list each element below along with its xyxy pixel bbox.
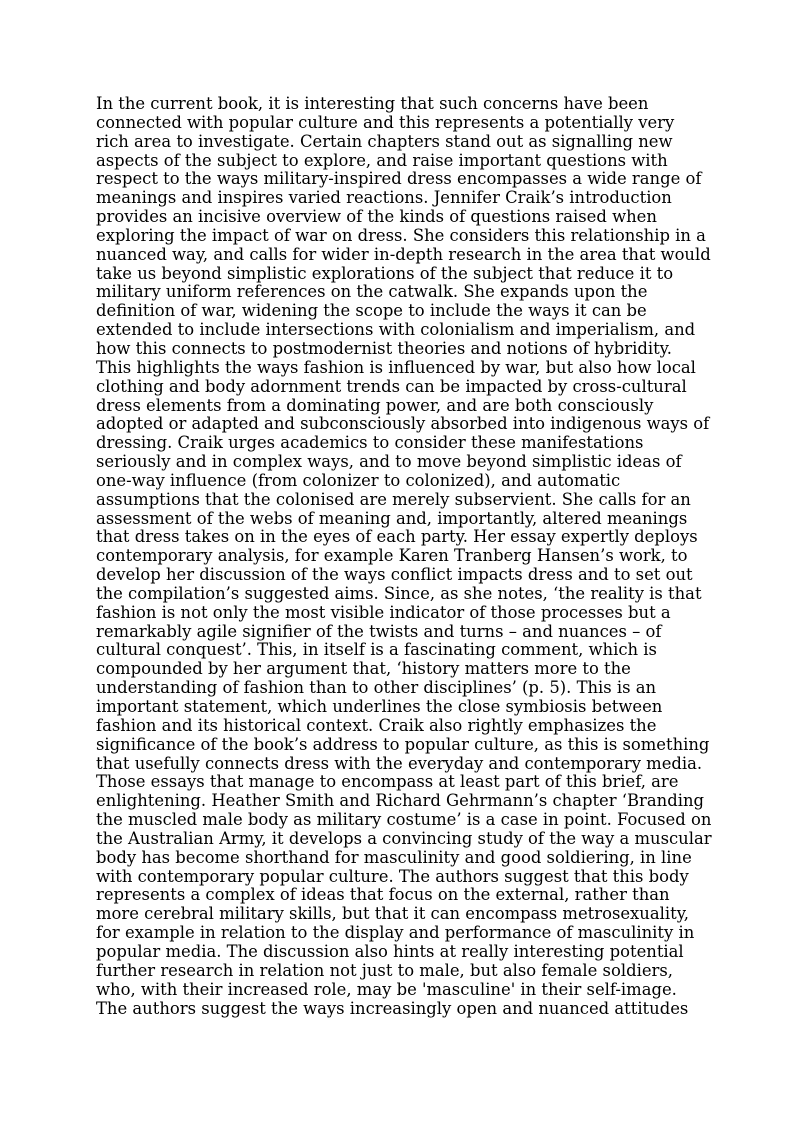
text-line: remarkably agile signifier of the twists and turns – and nuances – of <box>96 621 662 641</box>
text-line: This highlights the ways fashion is influenced by war, but also how local <box>96 357 696 377</box>
text-line: dressing. Craik urges academics to consider these manifestations <box>96 433 644 453</box>
text-line: who, with their increased role, may be 'masculine' in their self-image. <box>96 979 677 999</box>
text-line: understanding of fashion than to other disciplines’ (p. 5). This is an <box>96 678 657 698</box>
text-line: body has become shorthand for masculinity and good soldiering, in line <box>96 847 692 867</box>
text-line: one-way influence (from colonizer to colonized), and automatic <box>96 470 621 490</box>
text-line: for example in relation to the display and performance of masculinity in <box>96 923 695 943</box>
text-line: definition of war, widening the scope to include the ways it can be <box>96 301 647 321</box>
text-line: contemporary analysis, for example Karen Tranberg Hansen’s work, to <box>96 546 688 566</box>
text-line: rich area to investigate. Certain chapters stand out as signalling new <box>96 131 673 151</box>
text-line: military uniform references on the catwalk. She expands upon the <box>96 282 648 302</box>
text-line: that dress takes on in the eyes of each party. Her essay expertly deploys <box>96 527 698 547</box>
text-line: nuanced way, and calls for wider in-depth research in the area that would <box>96 244 711 264</box>
text-line: exploring the impact of war on dress. She considers this relationship in a <box>96 225 706 245</box>
text-line: the compilation’s suggested aims. Since, as she notes, ‘the reality is that <box>96 583 702 603</box>
text-line: represents a complex of ideas that focus on the external, rather than <box>96 885 670 905</box>
text-line: fashion and its historical context. Craik also rightly emphasizes the <box>96 715 657 735</box>
text-line: that usefully connects dress with the everyday and contemporary media. <box>96 753 703 773</box>
text-line: compounded by her argument that, ‘history matters more to the <box>96 659 631 679</box>
text-line: meanings and inspires varied reactions. Jennifer Craik’s introduction <box>96 188 672 208</box>
text-line: enlightening. Heather Smith and Richard Gehrmann’s chapter ‘Branding <box>96 791 704 811</box>
body-paragraph <box>96 95 716 1018</box>
text-line: cultural conquest’. This, in itself is a fascinating comment, which is <box>96 640 657 660</box>
text-line: Those essays that manage to encompass at least part of this brief, are <box>96 772 679 792</box>
text-line: aspects of the subject to explore, and raise important questions with <box>96 150 668 170</box>
text-line: the Australian Army, it develops a convincing study of the way a muscular <box>96 828 712 848</box>
text-line: clothing and body adornment trends can be impacted by cross-cultural <box>96 376 687 396</box>
text-line: the muscled male body as military costume’ is a case in point. Focused on <box>96 810 712 830</box>
text-line: seriously and in complex ways, and to move beyond simplistic ideas of <box>96 452 682 472</box>
text-line: adopted or adapted and subconsciously absorbed into indigenous ways of <box>96 414 710 434</box>
text-line: further research in relation not just to male, but also female soldiers, <box>96 960 673 980</box>
text-line: In the current book, it is interesting that such concerns have been <box>96 94 649 113</box>
text-line: more cerebral military skills, but that it can encompass metrosexuality, <box>96 904 689 924</box>
text-line: assessment of the webs of meaning and, importantly, altered meanings <box>96 508 688 528</box>
text-line: extended to include intersections with colonialism and imperialism, and <box>96 320 696 340</box>
text-line: provides an incisive overview of the kinds of questions raised when <box>96 207 657 227</box>
text-line: develop her discussion of the ways conflict impacts dress and to set out <box>96 565 693 585</box>
text-line: significance of the book’s address to popular culture, as this is something <box>96 734 710 754</box>
text-line: fashion is not only the most visible indicator of those processes but a <box>96 602 671 622</box>
text-line: connected with popular culture and this represents a potentially very <box>96 112 675 132</box>
text-line: The authors suggest the ways increasingly open and nuanced attitudes <box>96 998 689 1018</box>
text-line: take us beyond simplistic explorations of the subject that reduce it to <box>96 263 674 283</box>
text-line: important statement, which underlines the close symbiosis between <box>96 697 663 716</box>
text-line: popular media. The discussion also hints at really interesting potential <box>96 941 684 961</box>
text-line: how this connects to postmodernist theories and notions of hybridity. <box>96 338 672 358</box>
text-line: with contemporary popular culture. The authors suggest that this body <box>96 866 689 886</box>
text-line: dress elements from a dominating power, and are both consciously <box>96 395 654 415</box>
text-line: respect to the ways military-inspired dress encompasses a wide range of <box>96 169 702 189</box>
text-line: assumptions that the colonised are merely subservient. She calls for an <box>96 489 691 509</box>
